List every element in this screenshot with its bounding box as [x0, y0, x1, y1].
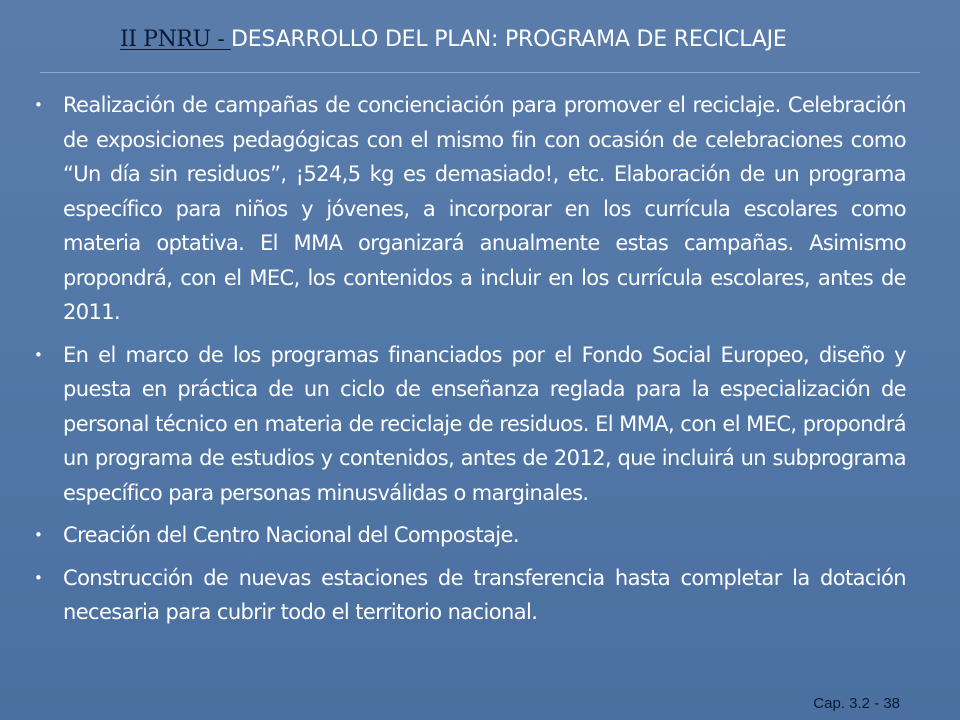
title-prefix: II PNRU -	[120, 27, 231, 52]
bullet-icon: •	[34, 96, 43, 114]
bullet-text: Creación del Centro Nacional del Compostaje.	[63, 523, 519, 547]
bullet-item	[34, 88, 906, 330]
slide-title	[120, 26, 920, 54]
page-number: Cap. 3.2 - 38	[813, 695, 900, 712]
bullet-list	[34, 88, 906, 638]
title-main: DESARROLLO DEL PLAN: PROGRAMA DE RECICLAJE	[230, 27, 787, 52]
bullet-icon: •	[34, 568, 43, 587]
bullet-text: En el marco de los programas financiados por el Fondo Social Europeo, diseño y puesta en práctica de un ciclo de enseñanza reglada para la especialización de personal técnico en materia de reciclaje de residuos. El MMA, con el MEC, propondrá un programa de estudios y contenidos, antes de 2012, que incluirá un subprograma específico para personas minusválidas o marginales.	[63, 342, 906, 505]
bullet-item	[34, 518, 906, 553]
bullet-icon: •	[34, 526, 43, 544]
bullet-item	[34, 561, 906, 630]
bullet-item	[34, 338, 906, 511]
title-divider	[40, 72, 920, 73]
bullet-text: Realización de campañas de concienciación para promover el reciclaje. Celebración de exposiciones pedagógicas con el mismo fin con ocasión de celebraciones como “Un día sin residuos”, ¡524,5 kg es demasiado!, etc. Elaboración de un programa específico para niños y jóvenes, a incorporar en los currícula escolares como materia optativa. El MMA organizará anualmente estas campañas. Asimismo propondrá, con el MEC, los contenidos a incluir en los currícula escolares, antes de 2011.	[63, 93, 906, 324]
bullet-text: Construcción de nuevas estaciones de transferencia hasta completar la dotación necesaria para cubrir todo el territorio nacional.	[63, 565, 906, 624]
bullet-icon: •	[34, 345, 43, 364]
